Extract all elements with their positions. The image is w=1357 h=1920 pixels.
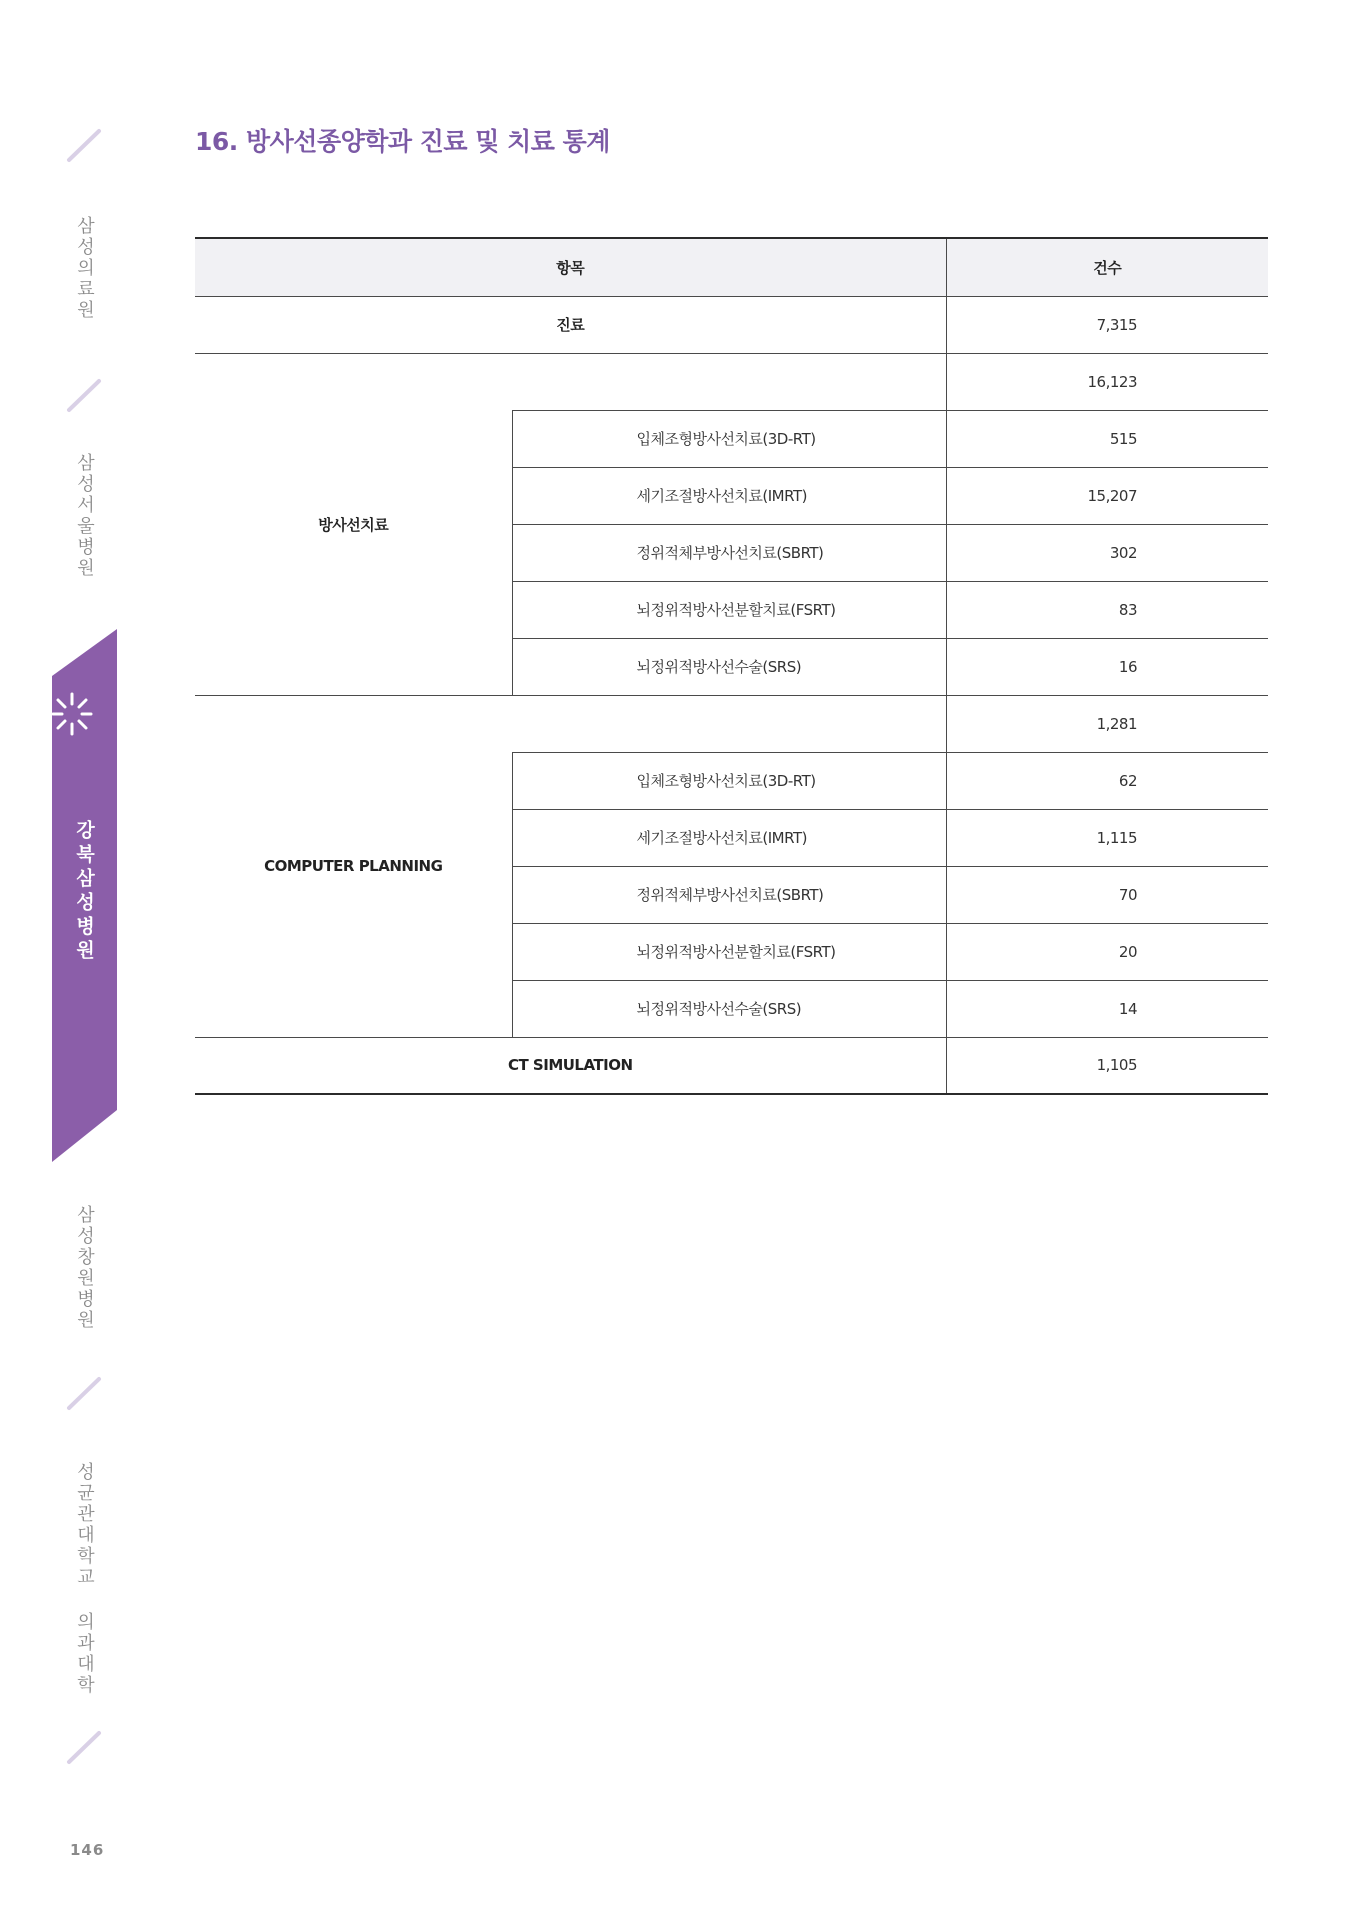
row-count: 1,105 — [946, 1037, 1268, 1094]
item-label: 뇌정위적방사선분할치료(FSRT) — [512, 581, 946, 638]
sidebar-item-samsung-medical-center: 삼성의료원 — [74, 216, 95, 321]
sidebar-item-samsung-seoul-hospital: 삼성서울병원 — [74, 453, 95, 579]
sidebar-item-skku-medicine: 성균관대학교 의과대학 — [74, 1462, 95, 1696]
table-row — [195, 296, 1268, 353]
sidebar-item-kangbuk-samsung-hospital: 강북삼성병원 — [73, 820, 95, 964]
divider-slash — [69, 131, 99, 160]
item-label: 정위적체부방사선치료(SBRT) — [512, 866, 946, 923]
row-label: CT SIMULATION — [195, 1037, 946, 1094]
table-header-row — [195, 238, 1268, 296]
item-label: 세기조절방사선치료(IMRT) — [512, 809, 946, 866]
divider-slash — [69, 1379, 99, 1408]
header-count: 건수 — [1093, 258, 1122, 277]
header-item: 항목 — [195, 238, 946, 296]
item-label: 입체조형방사선치료(3D-RT) — [512, 752, 946, 809]
item-count: 515 — [946, 410, 1268, 467]
item-label: 뇌정위적방사선수술(SRS) — [512, 638, 946, 695]
table-row — [195, 353, 1268, 410]
item-count: 1,115 — [946, 809, 1268, 866]
empty-cell — [512, 353, 946, 410]
group-total: 16,123 — [946, 353, 1268, 410]
item-count: 302 — [946, 524, 1268, 581]
item-count: 16 — [946, 638, 1268, 695]
divider-slash — [69, 381, 99, 410]
table-row — [195, 1037, 1268, 1094]
item-label: 뇌정위적방사선분할치료(FSRT) — [512, 923, 946, 980]
table-row — [195, 695, 1268, 752]
item-label: 세기조절방사선치료(IMRT) — [512, 467, 946, 524]
group-label: COMPUTER PLANNING — [195, 695, 512, 1037]
sidebar-decoration — [0, 0, 140, 1920]
empty-cell — [512, 695, 946, 752]
group-total: 1,281 — [946, 695, 1268, 752]
stats-table — [195, 237, 1268, 1095]
item-count: 15,207 — [946, 467, 1268, 524]
row-label: 진료 — [195, 296, 946, 353]
sidebar-item-samsung-changwon-hospital: 삼성창원병원 — [74, 1205, 95, 1331]
item-count: 62 — [946, 752, 1268, 809]
group-label: 방사선치료 — [195, 353, 512, 695]
item-count: 20 — [946, 923, 1268, 980]
divider-slash — [69, 1733, 99, 1762]
item-label: 뇌정위적방사선수술(SRS) — [512, 980, 946, 1037]
page-title: 16. 방사선종양학과 진료 및 치료 통계 — [195, 127, 610, 156]
item-count: 14 — [946, 980, 1268, 1037]
item-count: 83 — [946, 581, 1268, 638]
row-count: 7,315 — [946, 296, 1268, 353]
page-number: 146 — [70, 1841, 105, 1859]
item-count: 70 — [946, 866, 1268, 923]
item-label: 입체조형방사선치료(3D-RT) — [512, 410, 946, 467]
item-label: 정위적체부방사선치료(SBRT) — [512, 524, 946, 581]
